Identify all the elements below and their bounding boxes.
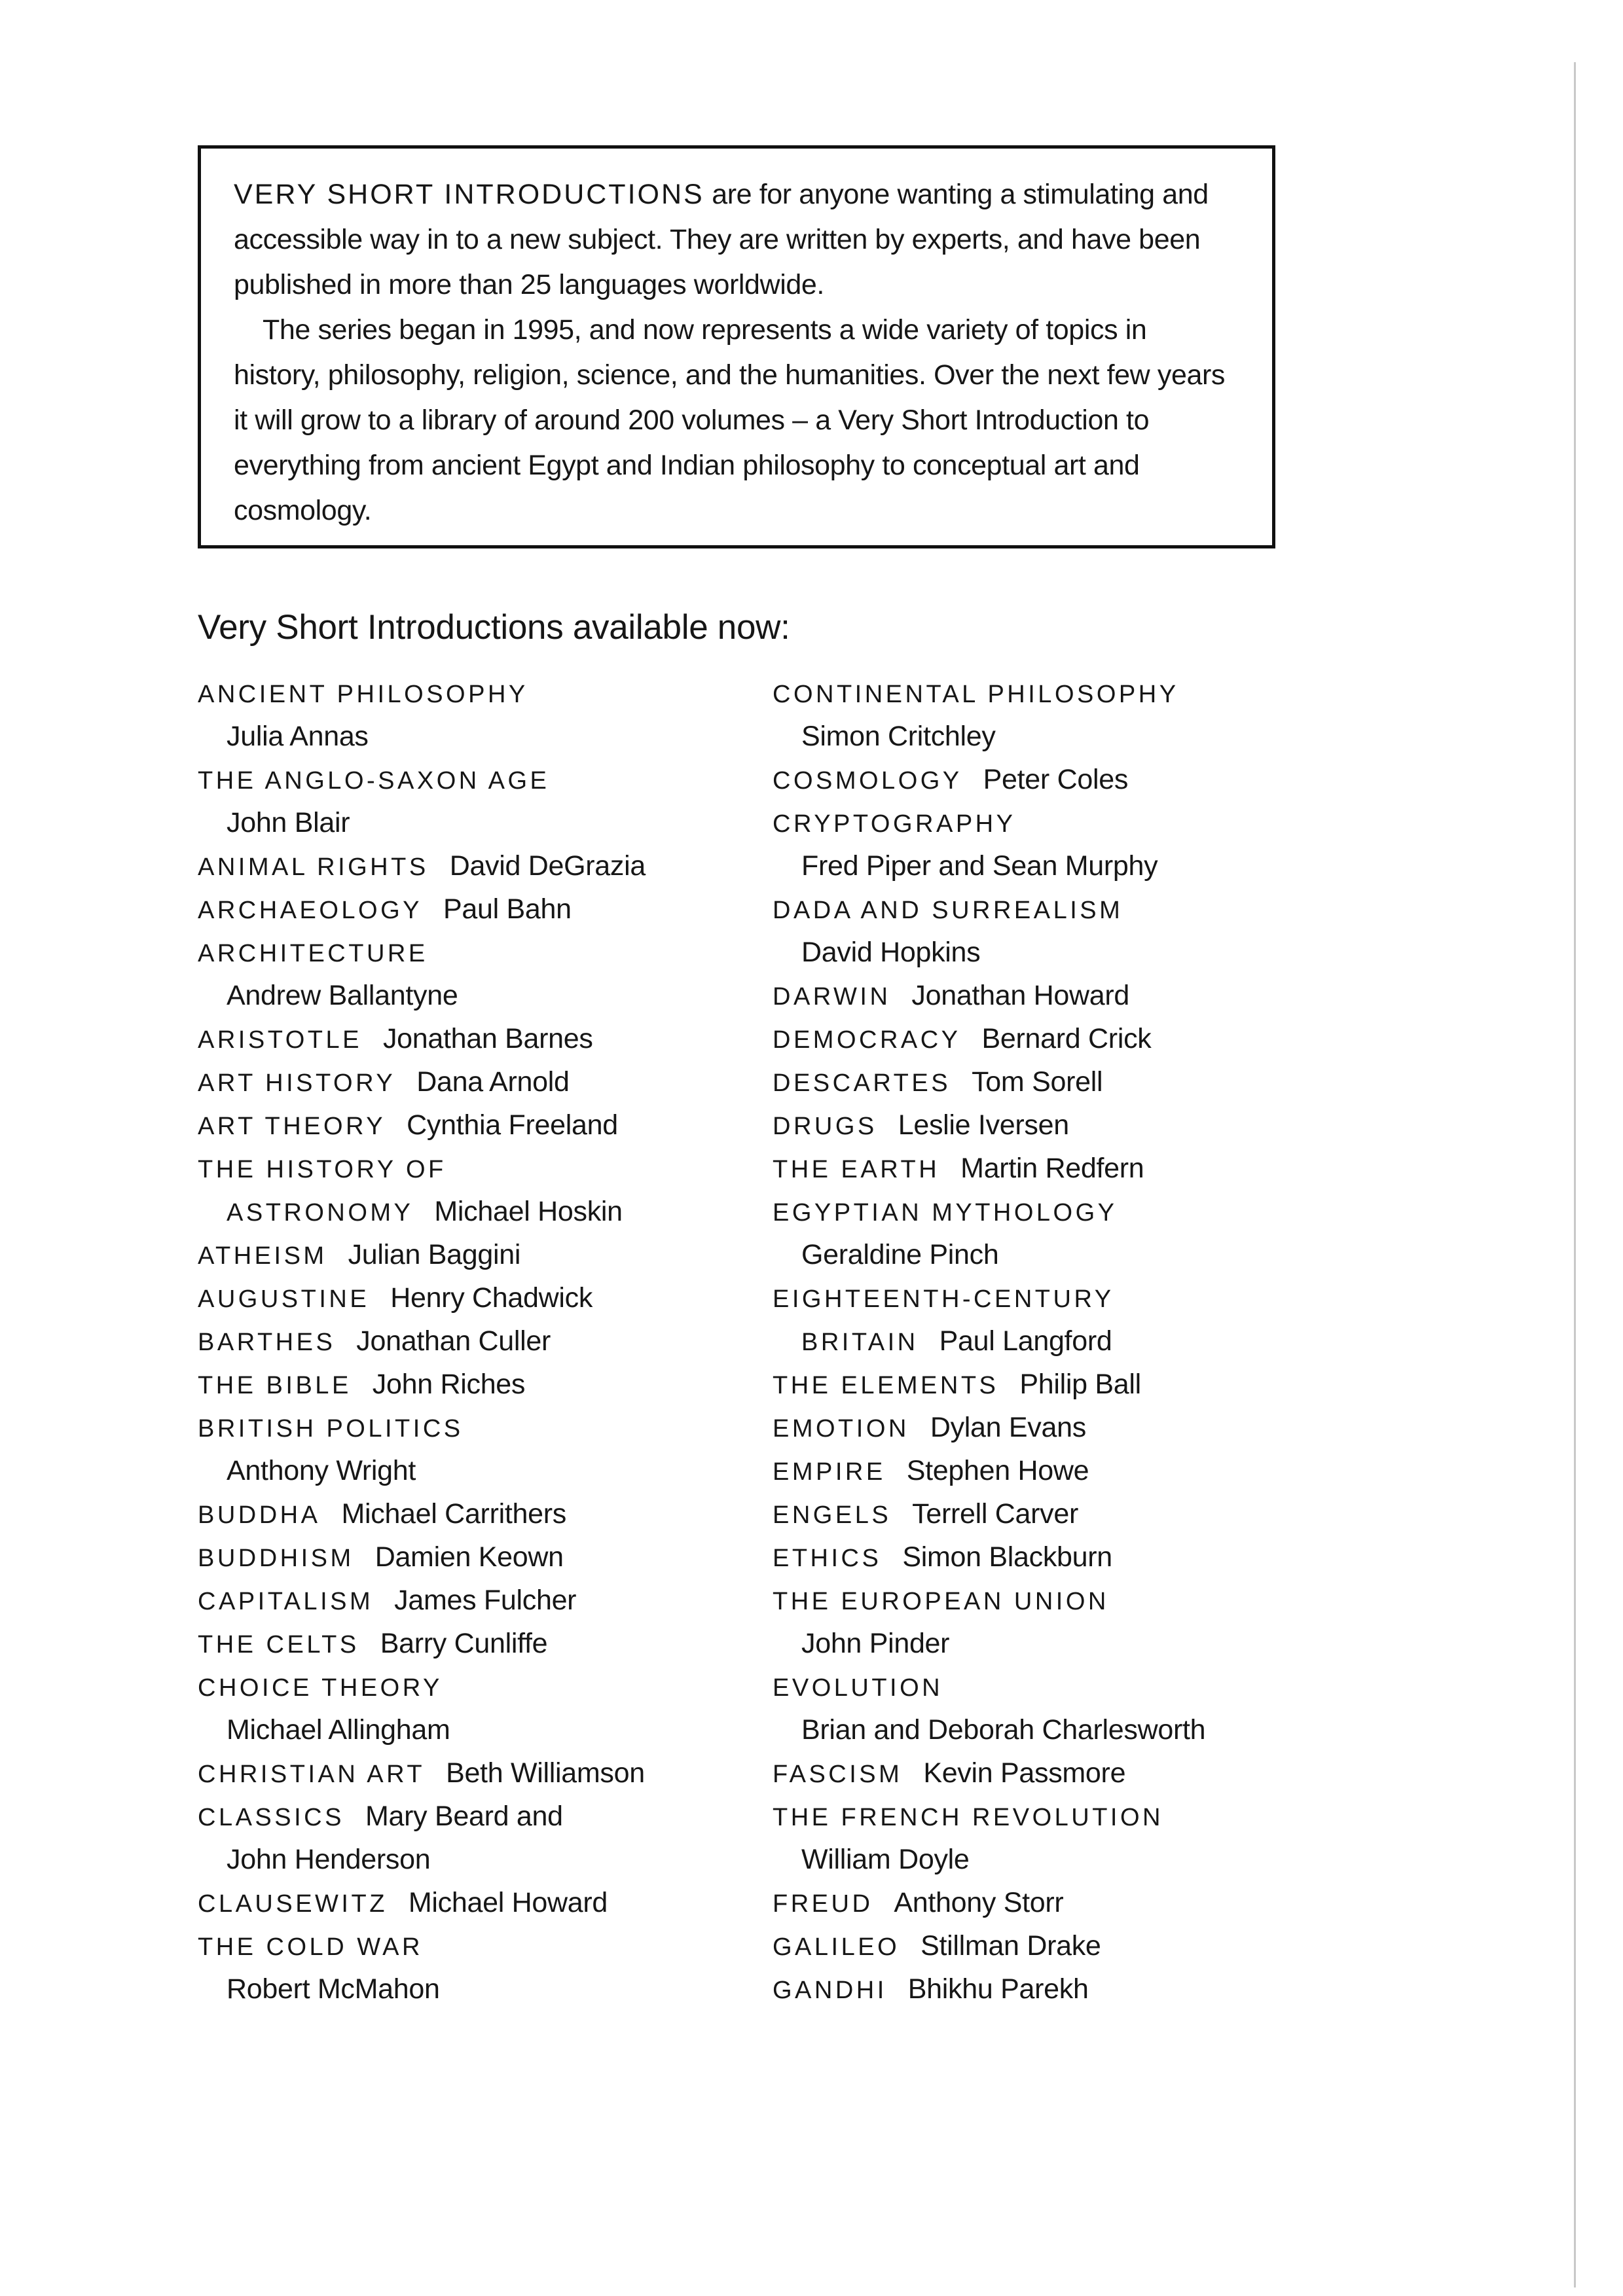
title-subject: EGYPTIAN MYTHOLOGY bbox=[773, 1199, 1118, 1227]
title-author: Michael Carrithers bbox=[341, 1498, 566, 1530]
title-subject: CAPITALISM bbox=[198, 1588, 374, 1615]
title-author: Fred Piper and Sean Murphy bbox=[801, 850, 1158, 882]
title-entry bbox=[773, 1190, 1349, 1233]
title-author: Mary Beard and bbox=[365, 1801, 563, 1832]
intro-paragraph-2: The series began in 1995, and now represents a wide variety of topics in history, philosophy, religion, science, and the humanities. Over the next few years it will grow to a library of around 200 volumes – a Very Short Introduction to everything from ancient Egypt and Indian philosophy to conceptual art and cosmology. bbox=[234, 314, 1226, 526]
title-entry bbox=[773, 1881, 1349, 1924]
title-subject: DARWIN bbox=[773, 983, 891, 1011]
title-subject: CLASSICS bbox=[198, 1804, 344, 1831]
title-subject: EMPIRE bbox=[773, 1458, 886, 1486]
title-author: Anthony Wright bbox=[227, 1455, 416, 1486]
title-author: Simon Critchley bbox=[801, 721, 996, 752]
title-author: James Fulcher bbox=[394, 1585, 577, 1616]
title-entry bbox=[198, 1147, 774, 1190]
title-author: Peter Coles bbox=[983, 764, 1129, 795]
title-subject: CHOICE THEORY bbox=[198, 1674, 443, 1702]
title-subject: AUGUSTINE bbox=[198, 1285, 370, 1313]
author-continuation-line bbox=[773, 1708, 1349, 1751]
title-entry bbox=[198, 1060, 774, 1103]
title-subject: ART HISTORY bbox=[198, 1069, 396, 1097]
title-entry bbox=[198, 1276, 774, 1319]
title-entry bbox=[198, 1924, 774, 1967]
title-author: Tom Sorell bbox=[972, 1066, 1103, 1098]
series-description-box bbox=[198, 145, 1275, 548]
title-author: Andrew Ballantyne bbox=[227, 980, 458, 1011]
title-subject: THE ELEMENTS bbox=[773, 1372, 999, 1399]
title-subject: FASCISM bbox=[773, 1761, 903, 1788]
author-continuation-line bbox=[773, 715, 1349, 758]
titles-column-right bbox=[773, 672, 1349, 2011]
title-entry bbox=[198, 888, 774, 931]
title-entry bbox=[198, 672, 774, 715]
title-author: Leslie Iversen bbox=[898, 1109, 1069, 1141]
title-entry bbox=[773, 1319, 1349, 1363]
title-author: Stephen Howe bbox=[906, 1455, 1089, 1486]
title-entry bbox=[773, 1017, 1349, 1060]
title-entry bbox=[773, 1751, 1349, 1795]
author-continuation-line bbox=[198, 974, 774, 1017]
title-subject: EVOLUTION bbox=[773, 1674, 943, 1702]
intro-paragraph-1 bbox=[234, 172, 1239, 308]
title-author: Geraldine Pinch bbox=[801, 1239, 999, 1270]
title-author: Terrell Carver bbox=[912, 1498, 1079, 1530]
title-author: William Doyle bbox=[801, 1844, 970, 1875]
title-author: Bernard Crick bbox=[981, 1023, 1152, 1054]
title-author: John Pinder bbox=[801, 1628, 950, 1659]
title-subject: THE BIBLE bbox=[198, 1372, 352, 1399]
title-subject: BRITAIN bbox=[801, 1329, 919, 1356]
intro-paragraph-1-text: are for anyone wanting a stimulating and accessible way in to a new subject. They are written by experts, and have been published in more than 25 languages worldwide. bbox=[234, 179, 1209, 300]
author-continuation-line bbox=[198, 1449, 774, 1492]
author-continuation-line bbox=[198, 1967, 774, 2011]
title-entry bbox=[198, 1535, 774, 1579]
page-edge-line bbox=[1574, 62, 1576, 2287]
title-entry bbox=[198, 931, 774, 974]
title-entry bbox=[198, 1363, 774, 1406]
author-continuation-line bbox=[198, 801, 774, 844]
author-continuation-line bbox=[198, 1708, 774, 1751]
title-author: Barry Cunliffe bbox=[380, 1628, 548, 1659]
title-subject: ENGELS bbox=[773, 1501, 892, 1529]
title-subject: THE COLD WAR bbox=[198, 1933, 423, 1961]
title-entry bbox=[198, 1881, 774, 1924]
title-entry bbox=[198, 758, 774, 801]
series-name: VERY SHORT INTRODUCTIONS bbox=[234, 179, 704, 210]
title-entry bbox=[198, 1492, 774, 1535]
title-entry bbox=[198, 1406, 774, 1449]
title-subject: THE CELTS bbox=[198, 1631, 359, 1659]
title-author: Michael Allingham bbox=[227, 1714, 450, 1746]
title-entry bbox=[773, 1406, 1349, 1449]
title-entry bbox=[773, 974, 1349, 1017]
title-subject: CRYPTOGRAPHY bbox=[773, 810, 1016, 838]
title-subject: ATHEISM bbox=[198, 1242, 327, 1270]
title-subject: BRITISH POLITICS bbox=[198, 1415, 464, 1443]
title-author: Beth Williamson bbox=[446, 1757, 645, 1789]
title-author: Philip Ball bbox=[1019, 1369, 1141, 1400]
title-subject: BARTHES bbox=[198, 1329, 336, 1356]
title-entry bbox=[198, 1103, 774, 1147]
title-author: Jonathan Barnes bbox=[382, 1023, 593, 1054]
title-subject: DESCARTES bbox=[773, 1069, 951, 1097]
title-author: David Hopkins bbox=[801, 937, 981, 968]
title-entry bbox=[773, 1103, 1349, 1147]
title-author: Damien Keown bbox=[374, 1541, 564, 1573]
title-subject: ARCHITECTURE bbox=[198, 940, 428, 967]
title-entry bbox=[773, 1665, 1349, 1708]
title-entry bbox=[198, 1319, 774, 1363]
title-subject: THE EARTH bbox=[773, 1156, 940, 1183]
title-entry bbox=[773, 1147, 1349, 1190]
title-author: John Blair bbox=[227, 807, 350, 838]
title-subject: CLAUSEWITZ bbox=[198, 1890, 388, 1918]
available-heading: Very Short Introductions available now: bbox=[198, 608, 790, 647]
author-continuation-line bbox=[773, 1233, 1349, 1276]
title-author: Robert McMahon bbox=[227, 1973, 440, 2005]
author-continuation-line bbox=[198, 715, 774, 758]
title-author: Dylan Evans bbox=[930, 1412, 1086, 1443]
title-subject: THE FRENCH REVOLUTION bbox=[773, 1804, 1163, 1831]
author-continuation-line bbox=[773, 844, 1349, 888]
title-entry bbox=[773, 1492, 1349, 1535]
title-subject: ANCIENT PHILOSOPHY bbox=[198, 681, 528, 708]
title-entry bbox=[773, 1535, 1349, 1579]
title-subject: GALILEO bbox=[773, 1933, 900, 1961]
author-continuation-line bbox=[198, 1838, 774, 1881]
title-author: Stillman Drake bbox=[921, 1930, 1101, 1962]
title-author: Paul Bahn bbox=[443, 893, 572, 925]
title-author: Jonathan Culler bbox=[356, 1325, 551, 1357]
author-continuation-line bbox=[773, 1838, 1349, 1881]
title-entry bbox=[773, 1276, 1349, 1319]
title-subject: THE ANGLO-SAXON AGE bbox=[198, 767, 550, 795]
title-entry bbox=[198, 1190, 774, 1233]
title-subject: ETHICS bbox=[773, 1545, 882, 1572]
title-subject: EMOTION bbox=[773, 1415, 909, 1443]
title-author: Julia Annas bbox=[227, 721, 369, 752]
title-entry bbox=[773, 1449, 1349, 1492]
title-entry bbox=[198, 1622, 774, 1665]
title-entry bbox=[773, 1924, 1349, 1967]
title-subject: ASTRONOMY bbox=[227, 1199, 414, 1227]
title-author: John Henderson bbox=[227, 1844, 431, 1875]
title-subject: ART THEORY bbox=[198, 1113, 386, 1140]
title-entry bbox=[198, 1017, 774, 1060]
title-entry bbox=[773, 1060, 1349, 1103]
title-author: Henry Chadwick bbox=[390, 1282, 593, 1314]
title-subject: BUDDHA bbox=[198, 1501, 321, 1529]
title-author: Kevin Passmore bbox=[923, 1757, 1126, 1789]
title-entry bbox=[773, 758, 1349, 801]
title-author: Michael Howard bbox=[408, 1887, 608, 1918]
title-author: David DeGrazia bbox=[449, 850, 646, 882]
title-subject: THE EUROPEAN UNION bbox=[773, 1588, 1109, 1615]
title-subject: CONTINENTAL PHILOSOPHY bbox=[773, 681, 1179, 708]
title-entry bbox=[773, 1579, 1349, 1622]
title-entry bbox=[198, 1233, 774, 1276]
title-author: Martin Redfern bbox=[960, 1153, 1144, 1184]
author-continuation-line bbox=[773, 931, 1349, 974]
title-entry bbox=[198, 844, 774, 888]
title-subject: ANIMAL RIGHTS bbox=[198, 853, 429, 881]
title-entry bbox=[773, 672, 1349, 715]
title-entry bbox=[198, 1665, 774, 1708]
title-subject: DADA AND SURREALISM bbox=[773, 897, 1123, 924]
title-subject: THE HISTORY OF bbox=[198, 1156, 447, 1183]
title-subject: BUDDHISM bbox=[198, 1545, 354, 1572]
title-author: Cynthia Freeland bbox=[407, 1109, 618, 1141]
title-subject: ARCHAEOLOGY bbox=[198, 897, 423, 924]
author-continuation-line bbox=[773, 1622, 1349, 1665]
title-author: Michael Hoskin bbox=[434, 1196, 623, 1227]
title-entry bbox=[198, 1751, 774, 1795]
title-author: Anthony Storr bbox=[894, 1887, 1064, 1918]
title-entry bbox=[773, 1363, 1349, 1406]
title-subject: EIGHTEENTH-CENTURY bbox=[773, 1285, 1114, 1313]
title-author: Brian and Deborah Charlesworth bbox=[801, 1714, 1206, 1746]
title-author: Simon Blackburn bbox=[902, 1541, 1112, 1573]
title-entry bbox=[198, 1579, 774, 1622]
title-entry bbox=[773, 1967, 1349, 2011]
title-subject: GANDHI bbox=[773, 1977, 887, 2004]
title-author: Jonathan Howard bbox=[911, 980, 1129, 1011]
title-entry bbox=[773, 1795, 1349, 1838]
title-author: Paul Langford bbox=[939, 1325, 1112, 1357]
title-entry bbox=[773, 801, 1349, 844]
title-subject: CHRISTIAN ART bbox=[198, 1761, 426, 1788]
title-subject: DRUGS bbox=[773, 1113, 877, 1140]
title-subject: COSMOLOGY bbox=[773, 767, 962, 795]
title-author: Dana Arnold bbox=[416, 1066, 570, 1098]
title-subject: FREUD bbox=[773, 1890, 873, 1918]
title-subject: ARISTOTLE bbox=[198, 1026, 362, 1054]
title-author: John Riches bbox=[372, 1369, 526, 1400]
title-subject: DEMOCRACY bbox=[773, 1026, 961, 1054]
title-entry bbox=[198, 1795, 774, 1838]
titles-column-left bbox=[198, 672, 774, 2011]
title-entry bbox=[773, 888, 1349, 931]
title-author: Julian Baggini bbox=[348, 1239, 521, 1270]
title-author: Bhikhu Parekh bbox=[907, 1973, 1089, 2005]
